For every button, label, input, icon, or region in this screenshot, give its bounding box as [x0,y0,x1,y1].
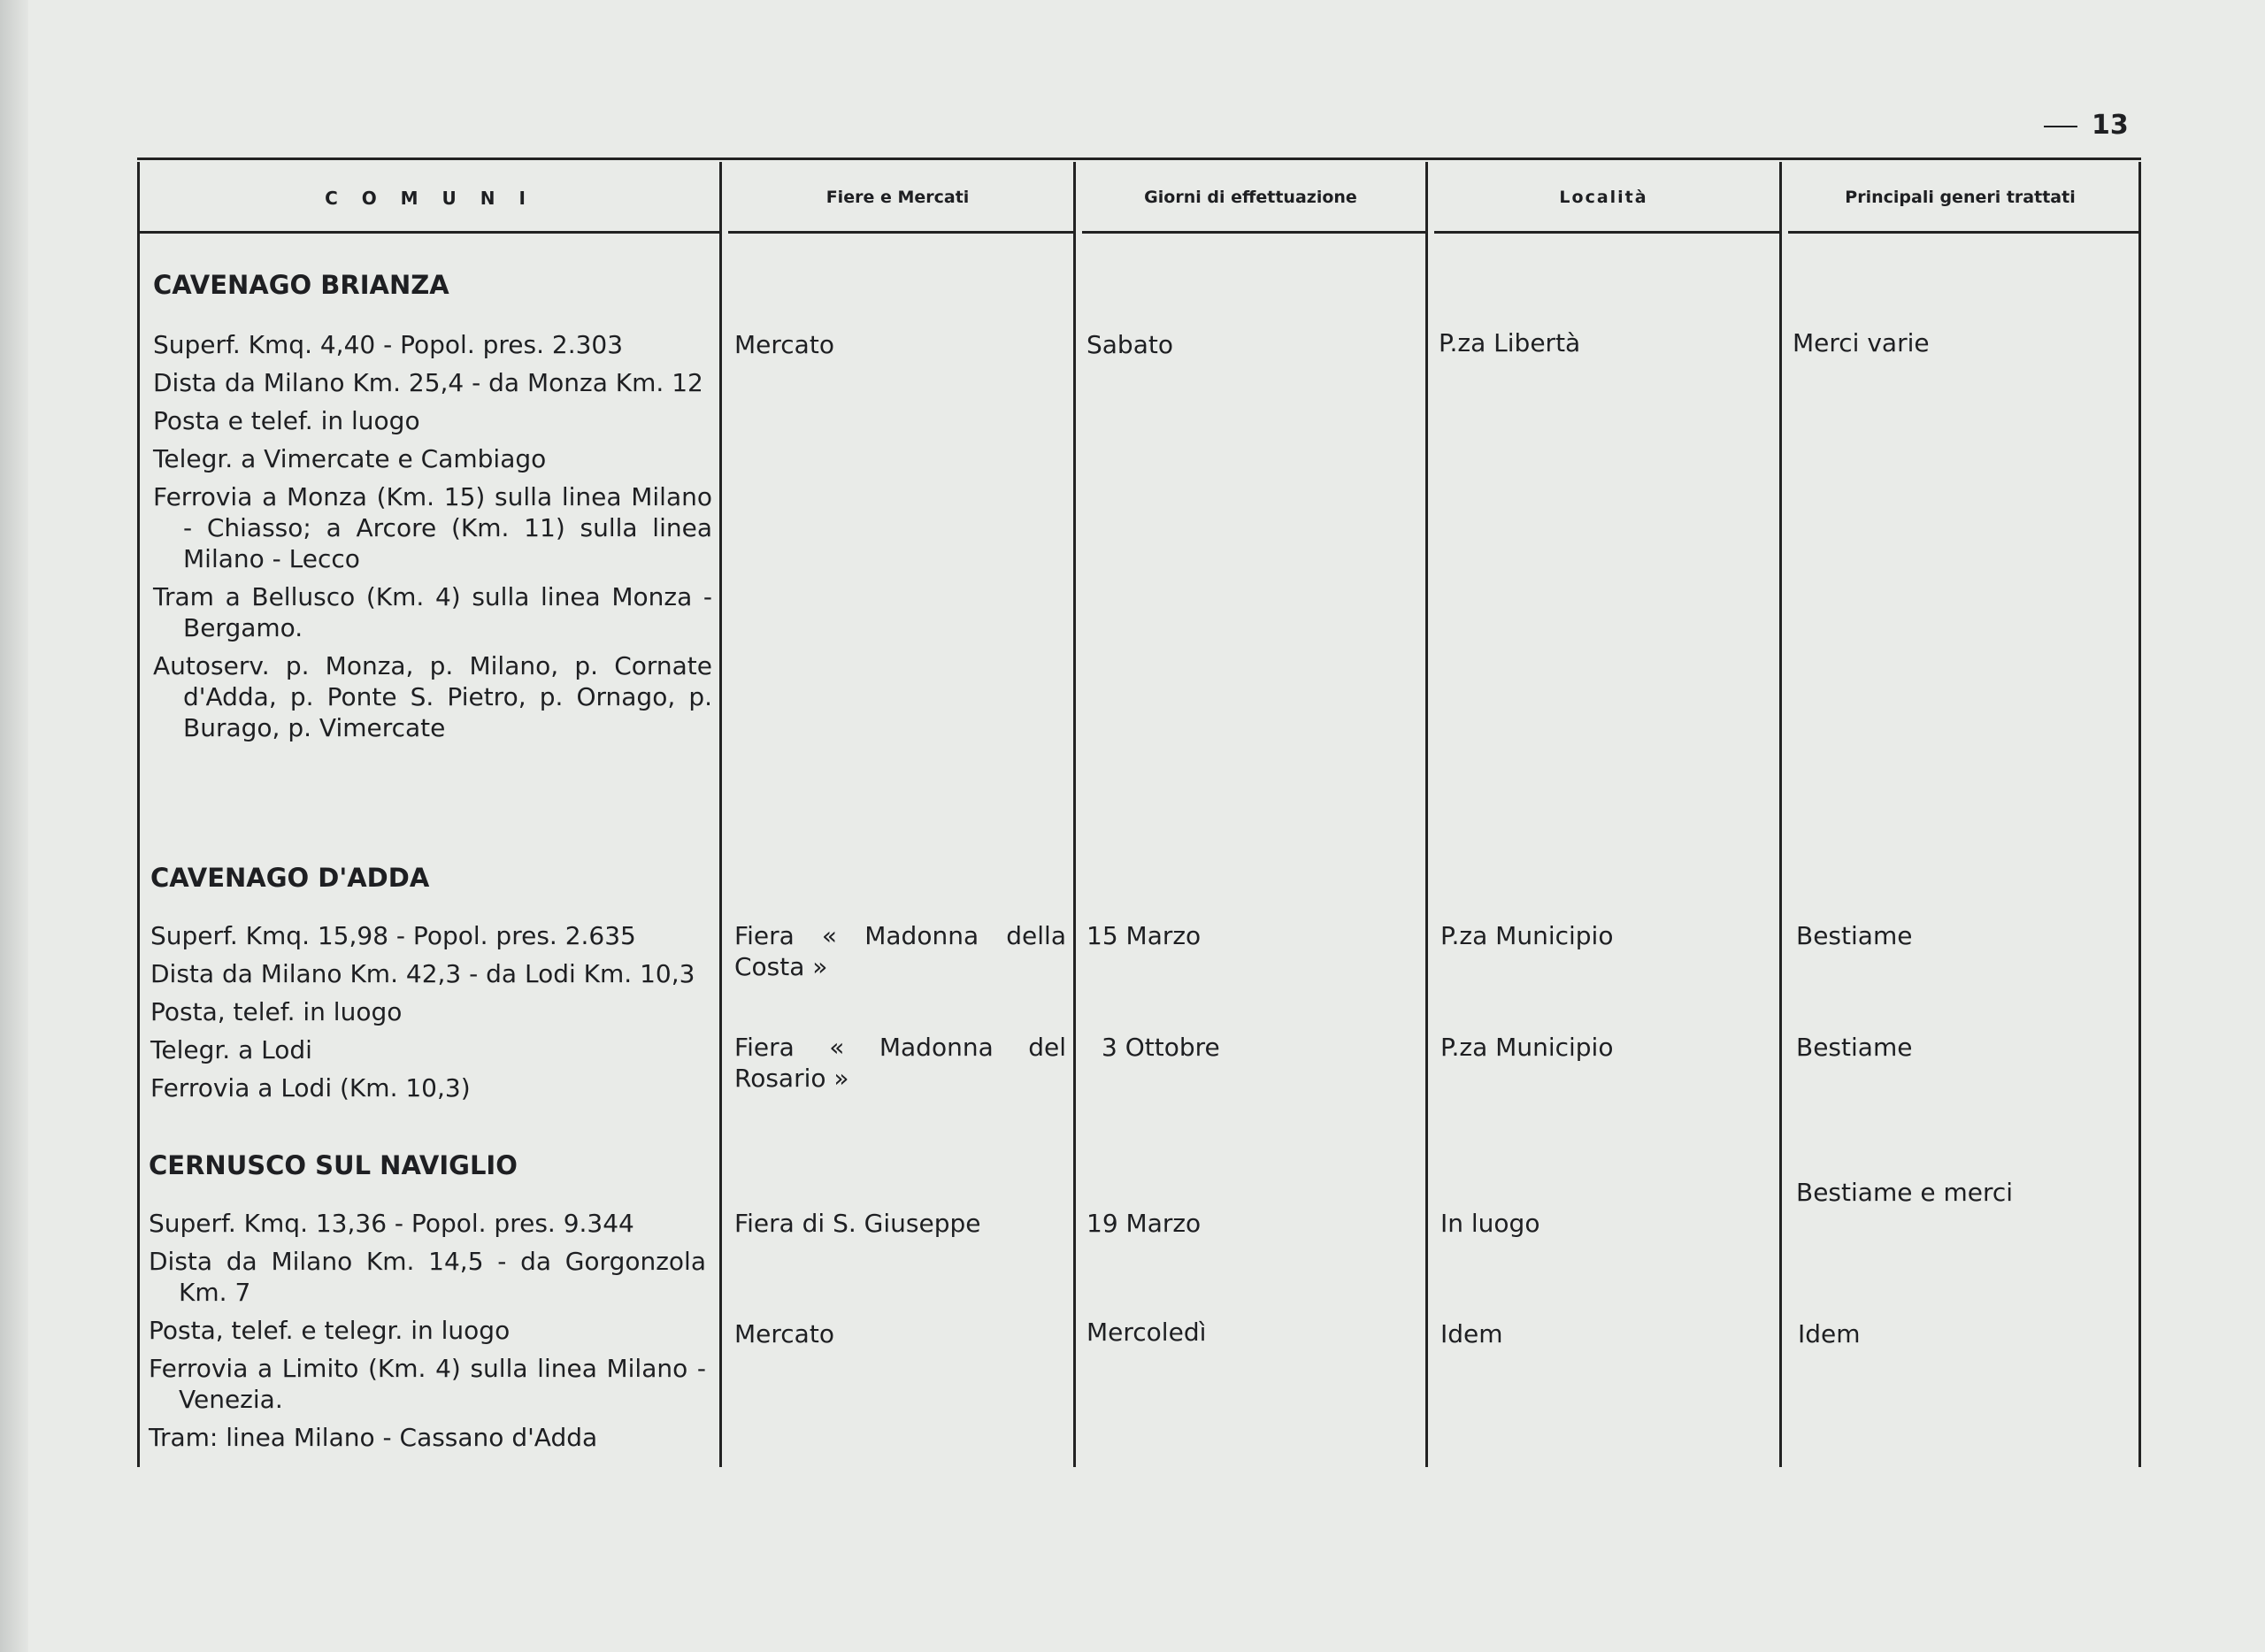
page-number [2044,110,2129,141]
event-giorno: 19 Marzo [1086,1209,1202,1238]
event-fiera: Mercato [734,330,834,359]
header-generi: Principali generi trattati [1845,188,2076,207]
detail-line: Ferrovia a Monza (Km. 15) sulla linea Milano - Chiasso; a Arcore (Km. 11) sulla linea Milano - Lecco [153,482,712,573]
column-divider [1073,162,1076,1467]
event-generi: Bestiame [1796,921,1913,950]
event-localita: Idem [1440,1319,1503,1348]
detail-line: Superf. Kmq. 4,40 - Popol. pres. 2.303 [153,330,624,359]
page-number-text: 13 [2092,110,2129,141]
detail-line: Dista da Milano Km. 14,5 - da Gorgonzola Km. 7 [149,1247,706,1307]
event-generi: Idem [1798,1319,1861,1348]
event-fiera: Fiera « Madonna del Rosario » [734,1033,1066,1093]
header-rule [1788,231,2138,234]
detail-line: Posta e telef. in luogo [153,406,420,435]
event-generi: Bestiame [1796,1033,1913,1062]
event-giorno: 3 Ottobre [1102,1033,1220,1062]
detail-line: Telegr. a Lodi [150,1035,312,1064]
event-fiera: Fiera di S. Giuseppe [734,1209,981,1238]
header-rule [728,231,1073,234]
detail-line: Tram: linea Milano - Cassano d'Adda [149,1423,598,1452]
detail-line: Superf. Kmq. 13,36 - Popol. pres. 9.344 [149,1209,634,1238]
page-spine-shadow [0,0,28,1652]
event-giorno: 15 Marzo [1086,921,1202,950]
comune-name: CERNUSCO SUL NAVIGLIO [149,1150,518,1180]
event-generi: Bestiame e merci [1796,1178,2014,1207]
comune-details [150,920,706,1110]
comune-name: CAVENAGO BRIANZA [153,270,449,300]
detail-line: Superf. Kmq. 15,98 - Popol. pres. 2.635 [150,921,636,950]
detail-line: Autoserv. p. Monza, p. Milano, p. Cornate d'Adda, p. Ponte S. Pietro, p. Ornago, p. Burago, p. Vimercate [153,651,712,742]
detail-line: Tram a Bellusco (Km. 4) sulla linea Monza - Bergamo. [153,582,712,642]
detail-line: Dista da Milano Km. 42,3 - da Lodi Km. 10,3 [150,959,695,988]
comune-name: CAVENAGO D'ADDA [150,863,430,893]
comune-details [153,329,712,750]
header-localita: Località [1559,188,1648,207]
header-fiere-mercati: Fiere e Mercati [825,188,970,207]
detail-line: Telegr. a Vimercate e Cambiago [153,444,547,473]
detail-line: Ferrovia a Limito (Km. 4) sulla linea Milano - Venezia. [149,1354,706,1414]
event-localita: In luogo [1440,1209,1540,1238]
event-giorno: Sabato [1086,330,1173,359]
detail-line: Posta, telef. in luogo [150,997,403,1026]
column-divider [1425,162,1428,1467]
event-localita: P.za Municipio [1440,1033,1614,1062]
event-localita: P.za Municipio [1440,921,1614,950]
detail-line: Dista da Milano Km. 25,4 - da Monza Km. 12 [153,368,703,397]
header-rule [140,231,719,234]
event-generi: Merci varie [1793,328,1930,357]
header-rule [1434,231,1779,234]
table-left-border [137,162,140,1467]
table-top-border [137,158,2141,160]
header-comuni: C O M U N I [325,188,534,209]
comune-details [149,1208,706,1460]
event-giorno: Mercoledì [1086,1318,1207,1347]
event-fiera: Fiera « Madonna della Costa » [734,921,1066,981]
table-right-border [2138,162,2141,1467]
header-giorni: Giorni di effettuazione [1144,188,1357,207]
detail-line: Posta, telef. e telegr. in luogo [149,1316,511,1345]
column-divider [1779,162,1782,1467]
event-fiera: Mercato [734,1319,834,1348]
page-number-dash [2044,126,2077,127]
column-divider [719,162,722,1467]
event-localita: P.za Libertà [1439,328,1581,357]
detail-line: Ferrovia a Lodi (Km. 10,3) [150,1073,471,1103]
header-rule [1082,231,1425,234]
